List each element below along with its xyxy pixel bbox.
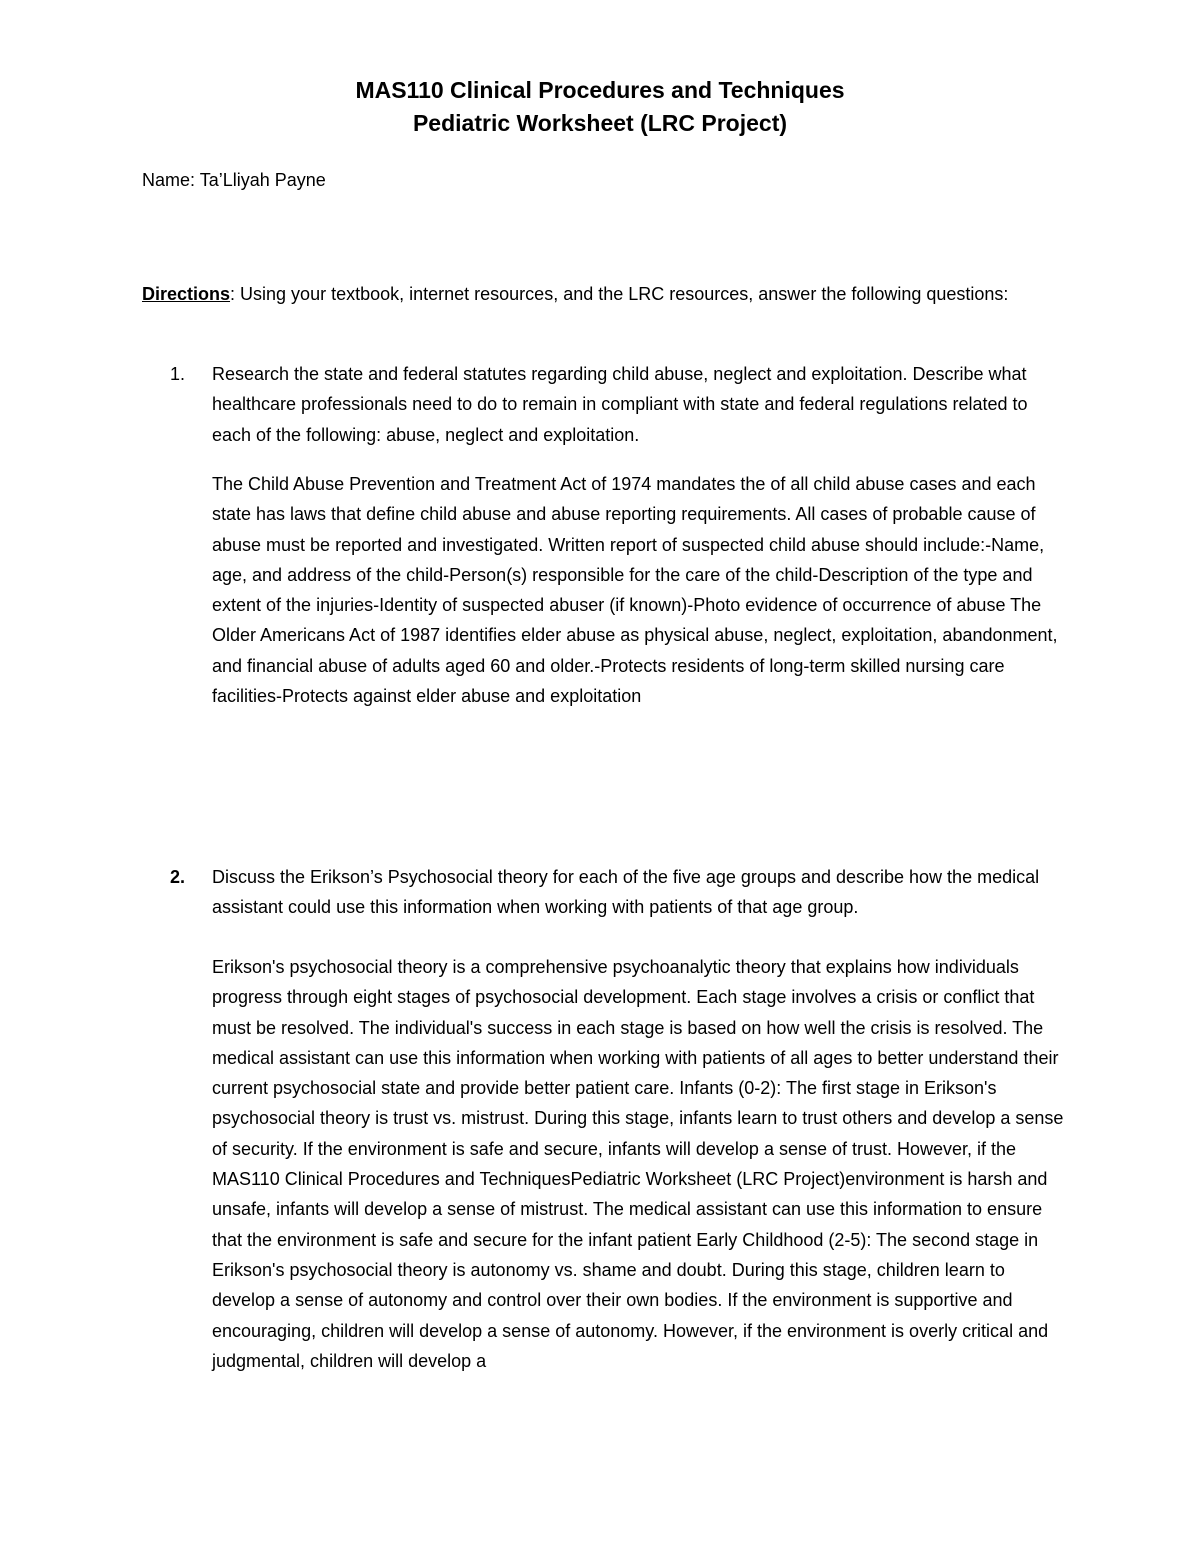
question-1-prompt: Research the state and federal statutes regarding child abuse, neglect and exploitation. Describe what healthcare professionals need to do to remain in compliant with state and federal regulations related to each of the following: abuse, neglect and exploitation.: [212, 364, 1028, 445]
question-2-answer: Erikson's psychosocial theory is a comprehensive psychoanalytic theory that explains how individuals progress through eight stages of psychosocial development. Each stage involves a crisis or conflict that must be resolved. The individual's success in each stage is based on how well the crisis is resolved. The medical assistant can use this information when working with patients of all ages to better understand their current psychosocial state and provide better patient care. Infants (0-2): The first stage in Erikson's psychosocial theory is trust vs. mistrust. During this stage, infants learn to trust others and develop a sense of security. If the environment is safe and secure, infants will develop a sense of trust. However, if the MAS110 Clinical Procedures and TechniquesPediatric Worksheet (LRC Project)environment is harsh and unsafe, infants will develop a sense of mistrust. The medical assistant can use this information to ensure that the environment is safe and secure for the infant patient Early Childhood (2-5): The second stage in Erikson's psychosocial theory is autonomy vs. shame and doubt. During this stage, children learn to develop a sense of autonomy and control over their own bodies. If the environment is supportive and encouraging, children will develop a sense of autonomy. However, if the environment is overly critical and judgmental, children will develop a: [212, 957, 1064, 1371]
directions-paragraph: [142, 279, 1042, 309]
question-1-number: 1.: [170, 364, 186, 384]
question-2-number: 2.: [170, 867, 186, 887]
directions-label: Directions: [142, 284, 231, 304]
question-1-answer: The Child Abuse Prevention and Treatment Act of 1974 mandates the of all child abuse cases and each state has laws that define child abuse and abuse reporting requirements. All cases of probable cause of abuse must be reported and investigated. Written report of suspected child abuse should include:-Name, age, and address of the child-Person(s) responsible for the care of the child-Description of the type and extent of the injuries-Identity of suspected abuser (if known)-Photo evidence of occurrence of abuse The Older Americans Act of 1987 identifies elder abuse as physical abuse, neglect, exploitation, abandonment, and financial abuse of adults aged 60 and older.-Protects residents of long-term skilled nursing care facilities-Protects against elder abuse and exploitation: [212, 474, 1058, 707]
name-label: Name:: [142, 170, 196, 190]
question-2-prompt: Discuss the Erikson’s Psychosocial theory for each of the five age groups and describe how the medical assistant could use this information when working with patients of that age group.: [212, 867, 1040, 918]
directions-text: : Using your textbook, internet resources, and the LRC resources, answer the following questions:: [230, 284, 1009, 304]
student-name: Ta’Lliyah Payne: [199, 170, 326, 190]
student-name-line: [142, 165, 326, 195]
document-subtitle: Pediatric Worksheet (LRC Project): [412, 110, 788, 136]
document-title: MAS110 Clinical Procedures and Techniques: [355, 77, 845, 103]
